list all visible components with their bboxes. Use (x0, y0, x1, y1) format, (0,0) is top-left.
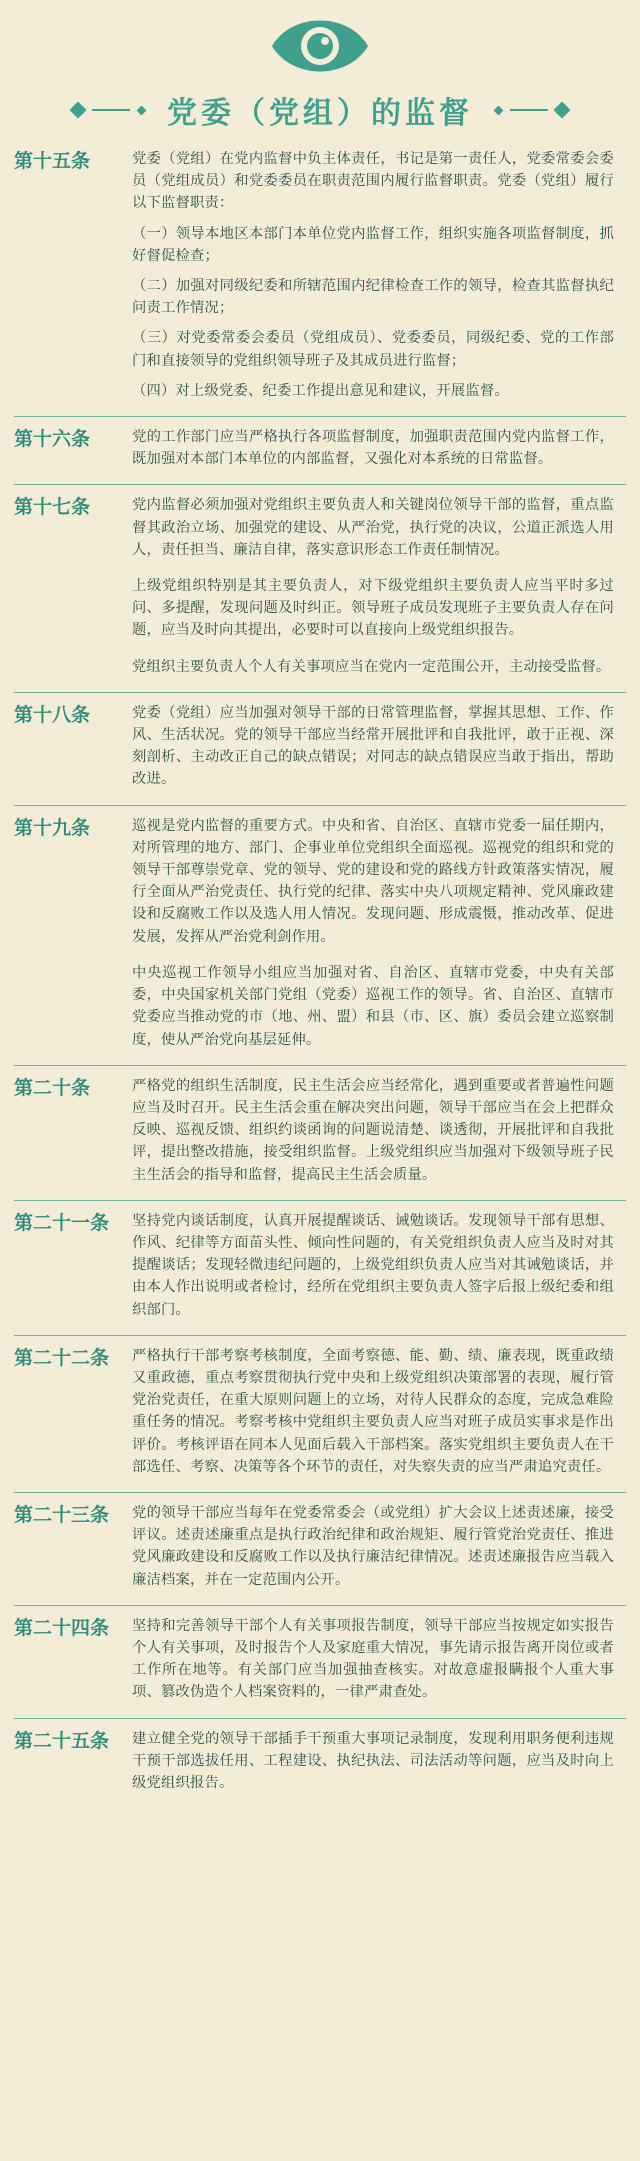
heading-ornament-left (72, 104, 145, 116)
article-body (132, 702, 614, 799)
article (0, 1615, 640, 1712)
article-paragraph: （一）领导本地区本部门本单位党内监督工作，组织实施各项监督制度，抓好督促检查； (132, 225, 614, 264)
article-paragraph: 严格执行干部考察考核制度，全面考察德、能、勤、绩、廉表现，既重政绩又重政德，重点考察贯彻执行党中央和上级党组织决策部署的表现，履行管党治党责任，在重大原则问题上的立场，对待人民群众的态度，完成急难险重任务的情况。考察考核中党组织主要负责人应当对班子成员实事求是作出评价。考核评语在同本人见面后载入干部档案。落实党组织主要负责人在干部选任、考察、决策等各个环节的责任，对失察失责的应当严肃追究责任。 (132, 1347, 614, 1475)
article-divider (14, 484, 626, 485)
article (0, 1502, 640, 1599)
article-paragraph: 严格党的组织生活制度，民主生活会应当经常化，遇到重要或者普遍性问题应当及时召开。民主生活会重在解决突出问题，领导干部应当在会上把群众反映、巡视反馈、组织约谈函询的问题说清楚、谈透彻，开展批评和自我批评，提出整改措施，接受组织监督。上级党组织应当加强对下级领导班子民主生活会的指导和监督，提高民主生活会质量。 (132, 1077, 614, 1183)
article-paragraph: （二）加强对同级纪委和所辖范围内纪律检查工作的领导，检查其监督执纪问责工作情况； (132, 278, 614, 317)
article (0, 815, 640, 1059)
article (0, 1075, 640, 1194)
article-divider (14, 1335, 626, 1336)
article-divider (14, 416, 626, 417)
article-number: 第十七条 (14, 496, 91, 519)
article-number: 第二十条 (14, 1076, 91, 1099)
article-body (132, 1615, 614, 1712)
section-heading (0, 90, 640, 130)
article-paragraph: （四）对上级党委、纪委工作提出意见和建议，开展监督。 (132, 382, 509, 399)
article-paragraph: 坚持和完善领导干部个人有关事项报告制度，领导干部应当按规定如实报告个人有关事项，及时报告个人及家庭重大情况，事先请示报告离开岗位或者工作所在地等。有关部门应当加强抽查核实。对故意虚报瞒报个人重大事项、篡改伪造个人档案资料的，一律严肃查处。 (132, 1617, 614, 1701)
article-paragraph: 建立健全党的领导干部插手干预重大事项记录制度，发现利用职务便利违规干预干部选拔任用、工程建设、执纪执法、司法活动等问题，应当及时向上级党组织报告。 (132, 1730, 614, 1791)
article-body (132, 1728, 614, 1803)
article-body (132, 148, 614, 410)
article-number: 第二十三条 (14, 1503, 110, 1526)
article-paragraph: 党组织主要负责人个人有关事项应当在党内一定范围公开，主动接受监督。 (132, 658, 611, 675)
article-number: 第十八条 (14, 703, 91, 726)
article-paragraph: 巡视是党内监督的重要方式。中央和省、自治区、直辖市党委一届任期内，对所管理的地方、部门、企事业单位党组织全面巡视。巡视党的组织和党的领导干部尊崇党章、党的领导、党的建设和党的路线方针政策落实情况，履行全面从严治党责任、执行党的纪律、落实中央八项规定精神、党风廉政建设和反腐败工作以及选人用人情况。发现问题、形成震慑，推动改革、促进发展，发挥从严治党利剑作用。 (132, 817, 614, 945)
article-body (132, 1502, 614, 1599)
heading-ornament-right (495, 104, 568, 116)
article (0, 1345, 640, 1486)
article-paragraph: 党内监督必须加强对党组织主要负责人和关键岗位领导干部的监督，重点监督其政治立场、加强党的建设、从严治党，执行党的决议，公道正派选人用人，责任担当、廉洁自律，落实意识形态工作责任制情况。 (132, 497, 614, 558)
article-number: 第二十一条 (14, 1211, 110, 1234)
article (0, 494, 640, 685)
article-divider (14, 692, 626, 693)
article-number: 第十五条 (14, 150, 91, 172)
article-body (132, 1075, 614, 1194)
article-list (0, 148, 640, 1802)
article-paragraph: 党的领导干部应当每年在党委常委会（或党组）扩大会议上述责述廉，接受评议。述责述廉重点是执行政治纪律和政治规矩、履行管党治党责任、推进党风廉政建设和反腐败工作以及执行廉洁纪律情况。述责述廉报告应当载入廉洁档案，并在一定范围内公开。 (132, 1504, 614, 1588)
article-paragraph: 党委（党组）应当加强对领导干部的日常管理监督，掌握其思想、工作、作风、生活状况。党的领导干部应当经常开展批评和自我批评，敢于正视、深刻剖析、主动改正自己的缺点错误；对同志的缺点错误应当敢于指出，帮助改进。 (132, 704, 614, 788)
article-number: 第十六条 (14, 428, 91, 451)
article-number: 第十九条 (14, 816, 91, 839)
article-body (132, 1210, 614, 1329)
article-paragraph: 中央巡视工作领导小组应当加强对省、自治区、直辖市党委，中央有关部委，中央国家机关部门党组（党委）巡视工作的领导。省、自治区、直辖市党委应当推动党的市（地、州、盟）和县（市、区、旗）委员会建立巡察制度，使从严治党向基层延伸。 (132, 964, 614, 1048)
article (0, 148, 640, 410)
article-divider (14, 1065, 626, 1066)
article-paragraph: （三）对党委常委会委员（党组成员）、党委委员，同级纪委、党的工作部门和直接领导的党组织领导班子及其成员进行监督； (132, 330, 614, 369)
article (0, 1210, 640, 1329)
article-body (132, 494, 614, 685)
article-body (132, 815, 614, 1059)
article-divider (14, 805, 626, 806)
article-number: 第二十四条 (14, 1616, 110, 1639)
article-paragraph: 党的工作部门应当严格执行各项监督制度，加强职责范围内党内监督工作，既加强对本部门本单位的内部监督，又强化对本系统的日常监督。 (132, 429, 614, 468)
eye-icon (270, 14, 370, 78)
article (0, 702, 640, 799)
article (0, 1728, 640, 1803)
article-number: 第二十五条 (14, 1729, 110, 1752)
article-divider (14, 1200, 626, 1201)
article-divider (14, 1605, 626, 1606)
article-paragraph: 党委（党组）在党内监督中负主体责任，书记是第一责任人，党委常委会委员（党组成员）和党委委员在职责范围内履行监督职责。党委（党组）履行以下监督职责： (132, 151, 614, 212)
article-divider (14, 1492, 626, 1493)
article-body (132, 426, 614, 478)
article-paragraph: 上级党组织特别是其主要负责人，对下级党组织主要负责人应当平时多过问、多提醒，发现问题及时纠正。领导班子成员发现班子主要负责人存在问题，应当及时向其提出，必要时可以直接向上级党组织报告。 (132, 578, 614, 639)
page-title: 党委（党组）的监督 (167, 96, 473, 131)
article-body (132, 1345, 614, 1486)
article-number: 第二十二条 (14, 1346, 110, 1369)
article-divider (14, 1718, 626, 1719)
article (0, 426, 640, 478)
article-paragraph: 坚持党内谈话制度，认真开展提醒谈话、诫勉谈话。发现领导干部有思想、作风、纪律等方面苗头性、倾向性问题的，有关党组织负责人应当及时对其提醒谈话；发现轻微违纪问题的，上级党组织负责人应当对其诫勉谈话，并由本人作出说明或者检讨，经所在党组织主要负责人签字后报上级纪委和组织部门。 (132, 1212, 614, 1318)
